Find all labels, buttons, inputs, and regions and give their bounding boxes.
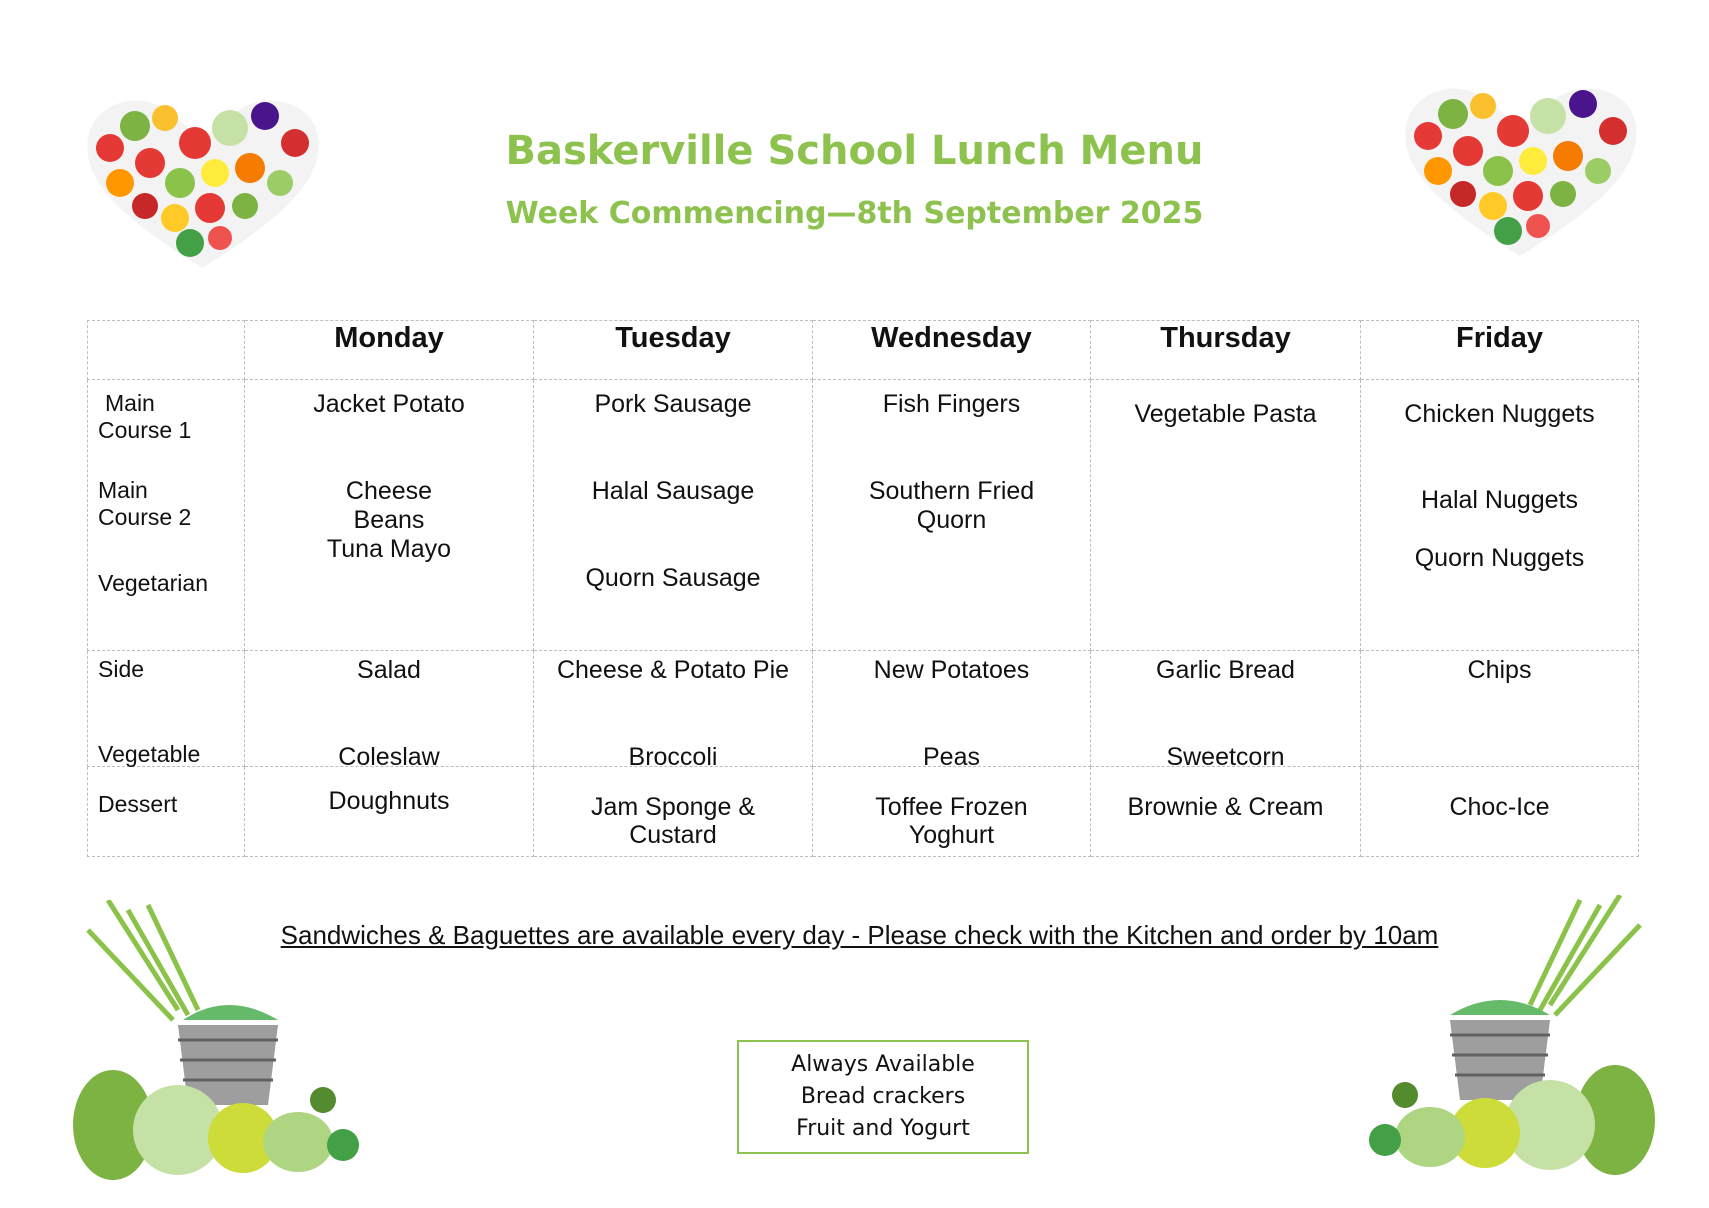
menu-item: Garlic Bread [1156, 656, 1295, 684]
menu-item: Brownie & Cream [1127, 793, 1324, 821]
mains-row [88, 380, 1639, 651]
dessert-label-cell [88, 767, 245, 857]
menu-item: Vegetable Pasta [1134, 400, 1317, 428]
sides-tuesday-cell [534, 651, 813, 771]
label-dessert: Dessert [98, 791, 178, 817]
sides-label-cell [88, 651, 245, 767]
label-side: Side [98, 656, 145, 682]
menu-item: Halal Nuggets [1420, 486, 1579, 514]
vegetable-basket-left-image [68, 900, 368, 1185]
menu-item: Custard [629, 821, 717, 849]
menu-item: Doughnuts [328, 787, 450, 815]
day-header-tuesday: Tuesday [534, 321, 813, 380]
vegetable-basket-right-image [1360, 895, 1660, 1180]
menu-item: Peas [923, 743, 980, 771]
day-header-row [88, 321, 1639, 380]
menu-item: Cheese [345, 477, 433, 505]
mains-friday-cell [1361, 380, 1639, 651]
day-header-monday: Monday [245, 321, 534, 380]
corner-cell [88, 321, 245, 380]
label-main: Main [105, 390, 155, 416]
label-vegetable: Vegetable [98, 741, 201, 767]
mains-label-cell [88, 380, 245, 651]
menu-item: Jam Sponge & [591, 793, 755, 821]
sides-wednesday-cell [813, 651, 1091, 771]
menu-item: Toffee Frozen [875, 793, 1028, 821]
menu-title: Baskerville School Lunch Menu [505, 128, 1204, 174]
menu-item: Beans [353, 506, 425, 534]
menu-item: Tuna Mayo [326, 535, 452, 563]
dessert-friday-cell [1361, 767, 1639, 857]
week-commencing-subtitle: Week Commencing—8th September 2025 [505, 196, 1204, 231]
menu-item: Choc-Ice [1449, 793, 1550, 821]
day-header-wednesday: Wednesday [813, 321, 1091, 380]
dessert-tuesday-cell [534, 767, 813, 857]
label-main-2: Main [98, 477, 148, 503]
mains-wednesday-cell [813, 380, 1091, 651]
menu-item: Fish Fingers [882, 390, 1021, 418]
always-available-item: Bread crackers [800, 1084, 966, 1109]
day-header-thursday: Thursday [1091, 321, 1361, 380]
menu-item: Halal Sausage [591, 477, 755, 505]
sides-thursday-cell [1091, 651, 1361, 771]
always-available-heading: Always Available [791, 1052, 975, 1077]
label-vegetarian: Vegetarian [98, 570, 208, 596]
day-header-friday: Friday [1361, 321, 1639, 380]
sides-monday-cell [245, 651, 534, 771]
menu-item: Cheese & Potato Pie [556, 656, 790, 684]
dessert-thursday-cell [1091, 767, 1361, 857]
always-available-item: Fruit and Yogurt [796, 1116, 970, 1141]
menu-item: Quorn Sausage [585, 564, 761, 592]
label-course-1: Course 1 [98, 417, 192, 443]
sides-row [88, 651, 1639, 767]
lunch-menu-table [87, 320, 1639, 857]
menu-item: Quorn [916, 506, 987, 534]
menu-item: Broccoli [628, 743, 718, 771]
label-course-2: Course 2 [98, 504, 192, 530]
always-available-box [737, 1040, 1029, 1154]
mains-thursday-cell [1091, 380, 1361, 651]
sandwich-notice-text: Sandwiches & Baguettes are available every day - Please check with the Kitchen and order by 10am [280, 920, 1439, 950]
menu-item: Yoghurt [908, 821, 995, 849]
menu-item: Salad [357, 656, 421, 684]
dessert-wednesday-cell [813, 767, 1091, 857]
mains-monday-cell [245, 380, 534, 651]
fruit-heart-left-image [80, 88, 325, 273]
sides-friday-cell [1361, 651, 1639, 767]
menu-item: Coleslaw [338, 743, 440, 771]
dessert-row [88, 767, 1639, 857]
mains-tuesday-cell [534, 380, 813, 651]
menu-item: New Potatoes [873, 656, 1030, 684]
menu-item: Quorn Nuggets [1414, 544, 1585, 572]
menu-item: Pork Sausage [594, 390, 752, 418]
dessert-monday-cell [245, 767, 534, 857]
menu-item: Southern Fried [868, 477, 1035, 505]
menu-item: Jacket Potato [313, 390, 465, 418]
menu-item: Sweetcorn [1166, 743, 1285, 771]
menu-item: Chips [1467, 656, 1532, 684]
menu-item: Chicken Nuggets [1404, 400, 1595, 428]
